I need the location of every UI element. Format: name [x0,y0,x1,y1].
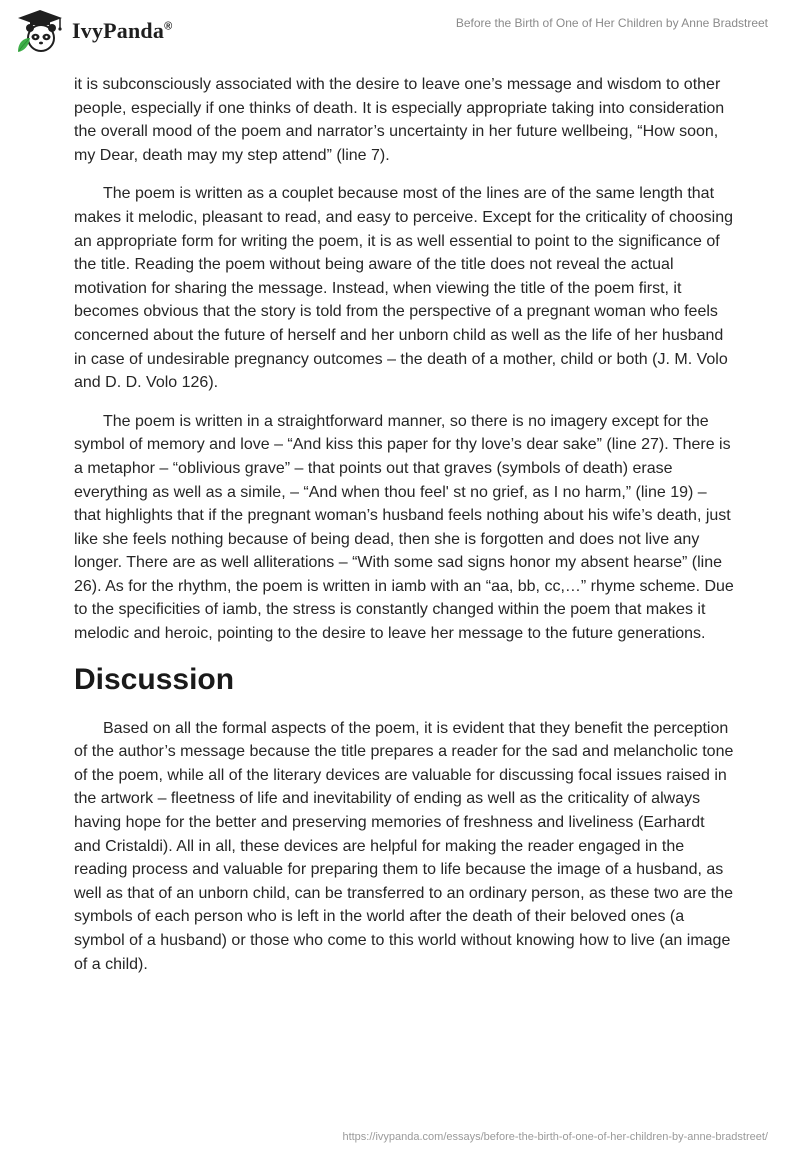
document-title: Before the Birth of One of Her Children by Anne Bradstreet [455,16,768,30]
paragraph-discussion: Based on all the formal aspects of the poem, it is evident that they benefit the perception of the author’s message because the title prepares a reader for the sad and melancholic tone of the poem, while all of the literary devices are valuable for discussing focal issues raised in the artwork – fleetness of life and inevitability of ending as well as the criticality of always having hope for the better and preserving memories of freshness and liveliness (Earhardt and Cristaldi). All in all, these devices are helpful for making the reader engaged in the reading process and valuable for preparing them to life because the image of a husband, as well as that of an unborn child, can be transferred to an ordinary person, as these two are the symbols of each person who is left in the world after the death of their beloved ones (a symbol of a husband) or those who come to this world without knowing how to live (an image of a child). [74,719,734,973]
section-heading-discussion: Discussion [74,662,235,696]
source-url[interactable]: https://ivypanda.com/essays/before-the-birth-of-one-of-her-children-by-anne-bradstreet/ [342,1131,768,1143]
panda-graduate-icon [14,8,66,54]
brand-name: IvyPanda® [72,18,173,43]
brand-logo[interactable] [14,8,172,54]
paragraph-form-and-title: The poem is written as a couplet because most of the lines are of the same length that makes it melodic, pleasant to read, and easy to perceive. Except for the criticality of choosing an appropriate form for writing the poem, it is as well essential to point to the significance of the title. Reading the poem without being aware of the title does not reveal the actual motivation for sharing the message. Instead, when viewing the title of the poem first, it becomes obvious that the story is told from the perspective of a pregnant woman who feels concerned about the future of herself and her unborn child as well as the life of her husband in case of undesirable pregnancy outcomes – the death of a mother, child or both (J. M. Volo and D. D. Volo 126). [74,185,733,392]
paragraph-literary-devices: The poem is written in a straightforward manner, so there is no imagery except for the symbol of memory and love – “And kiss this paper for thy love’s dear sake” (line 27). There is a metaphor – “oblivious grave” – that points out that graves (symbols of death) erase everything as well as a simile, – “And when thou feel' st no grief, as I no harm,” (line 19) – that highlights that if the pregnant woman’s husband feels nothing about his wife’s death, just like she feels nothing because of being dead, then she is forgotten and does not live any longer. There are as well alliterations – “With some sad signs honor my absent hearse” (line 26). As for the rhythm, the poem is written in iamb with an “aa, bb, cc,…” rhyme scheme. Due to the specificities of iamb, the stress is constantly changed within the poem that makes it melodic and heroic, pointing to the desire to leave her message to the future generations. [74,412,734,643]
essay-body [74,73,734,991]
paragraph-continuation: it is subconsciously associated with the desire to leave one’s message and wisdom to other people, especially if one thinks of death. It is especially appropriate taking into consideration the overall mood of the poem and narrator’s uncertainty in her future wellbeing, “How soon, my Dear, death may my step attend” (line 7). [74,76,725,164]
page-header [0,0,800,60]
